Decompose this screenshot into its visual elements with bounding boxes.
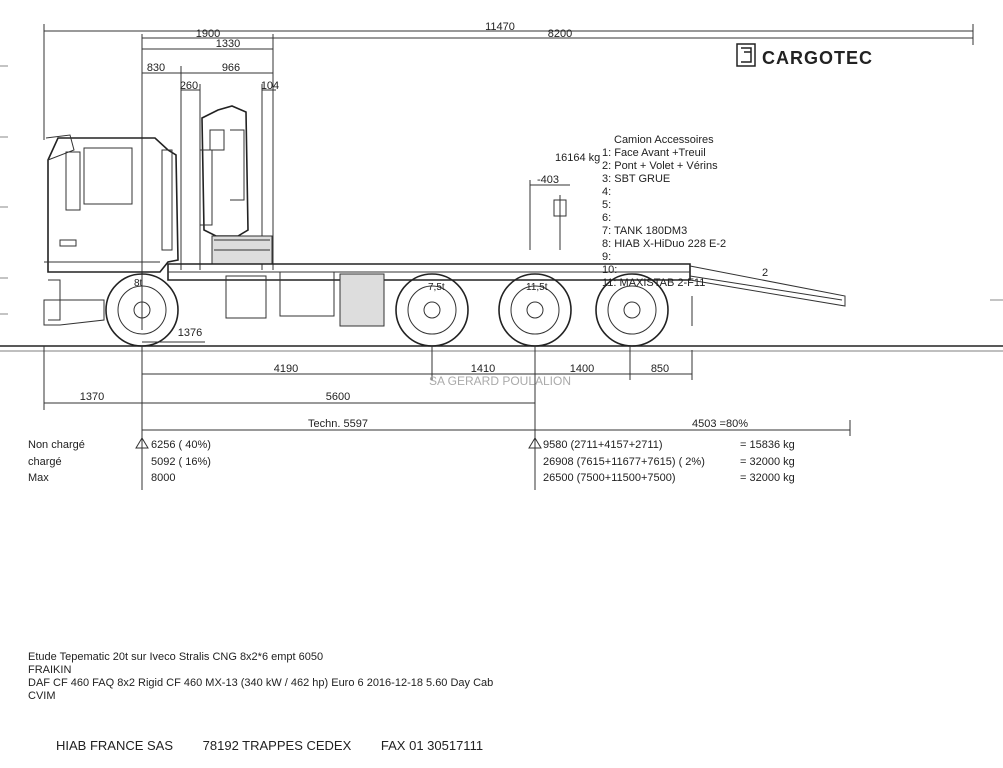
dim-4503: 4503 =80% xyxy=(692,418,748,430)
axle-front-load: 8t xyxy=(134,278,143,289)
axle-3-load: 11,5t xyxy=(526,282,548,293)
axle-2-load: 7,5t xyxy=(428,282,445,293)
dim-1376: 1376 xyxy=(177,327,203,339)
front-load-unloaded: 6256 ( 40%) xyxy=(151,439,211,451)
accessory-item: 8: HIAB X-HiDuo 228 E-2 xyxy=(602,238,727,250)
study-line: Etude Tepematic 20t sur Iveco Stralis CNG 8x2*6 empt 6050 xyxy=(28,651,324,663)
logo-text: CARGOTEC xyxy=(762,48,873,68)
crane xyxy=(200,106,272,264)
dim-1370: 1370 xyxy=(79,391,105,403)
dim-830: 830 xyxy=(146,62,166,74)
weight-mark: 16164 kg xyxy=(555,152,601,164)
dim-1330: 1330 xyxy=(215,38,241,50)
accessory-item: 7: TANK 180DM3 xyxy=(602,225,688,237)
load-label-max: Max xyxy=(28,472,49,484)
dim-1900: 1900 xyxy=(195,28,221,40)
dim-260: 260 xyxy=(179,80,199,92)
dim-104: 104 xyxy=(260,80,280,92)
total-loaded: = 32000 kg xyxy=(740,456,795,468)
accessory-item: 10: xyxy=(602,264,618,276)
footer xyxy=(56,738,509,753)
study-info xyxy=(28,651,493,703)
dim-minus403: -403 xyxy=(536,174,560,186)
rear-load-loaded: 26908 (7615+11677+7615) ( 2%) xyxy=(543,456,705,468)
accessories-list xyxy=(602,134,726,290)
dim-1410: 1410 xyxy=(470,363,496,375)
load-label-unloaded: Non chargé xyxy=(28,439,85,451)
dim-966: 966 xyxy=(221,62,241,74)
cargotec-logo xyxy=(737,44,755,66)
footer-address: 78192 TRAPPES CEDEX xyxy=(202,738,352,753)
accessory-item: 2: Pont + Volet + Vérins xyxy=(602,160,718,172)
accessory-item: 4: xyxy=(602,186,612,198)
study-line: FRAIKIN xyxy=(28,664,72,676)
accessories-title: Camion Accessoires xyxy=(614,134,714,146)
accessory-item: 1: Face Avant +Treuil xyxy=(602,147,706,159)
front-load-loaded: 5092 ( 16%) xyxy=(151,456,211,468)
dim-5600: 5600 xyxy=(325,391,351,403)
study-line: CVIM xyxy=(28,690,56,702)
dim-4190: 4190 xyxy=(273,363,299,375)
truck-cab xyxy=(44,135,178,325)
dim-1400: 1400 xyxy=(569,363,595,375)
total-unloaded: = 15836 kg xyxy=(740,439,795,451)
total-max: = 32000 kg xyxy=(740,472,795,484)
callout-2: 2 xyxy=(762,267,769,279)
dim-850: 850 xyxy=(650,363,670,375)
accessory-item: 5: xyxy=(602,199,612,211)
accessory-item: 3: SBT GRUE xyxy=(602,173,671,185)
accessory-item: 11: MAXISTAB 2-F11 xyxy=(602,277,706,289)
footer-fax: FAX 01 30517111 xyxy=(380,738,484,753)
accessory-item: 6: xyxy=(602,212,612,224)
footer-company: HIAB FRANCE SAS xyxy=(56,738,174,753)
front-load-max: 8000 xyxy=(151,472,176,484)
dim-techn: Techn. 5597 xyxy=(308,418,368,430)
rear-load-max: 26500 (7500+11500+7500) xyxy=(543,472,676,484)
dim-8200: 8200 xyxy=(547,28,573,40)
accessory-item: 9: xyxy=(602,251,612,263)
load-label-loaded: chargé xyxy=(28,456,62,468)
dim-overall: 11470 xyxy=(485,21,515,33)
study-line: DAF CF 460 FAQ 8x2 Rigid CF 460 MX-13 (340 kW / 462 hp) Euro 6 2016-12-18 5.60 Day Cab xyxy=(28,677,494,689)
watermark: SA GERARD POULALION xyxy=(428,374,572,388)
rear-load-unloaded: 9580 (2711+4157+2711) xyxy=(543,439,663,451)
